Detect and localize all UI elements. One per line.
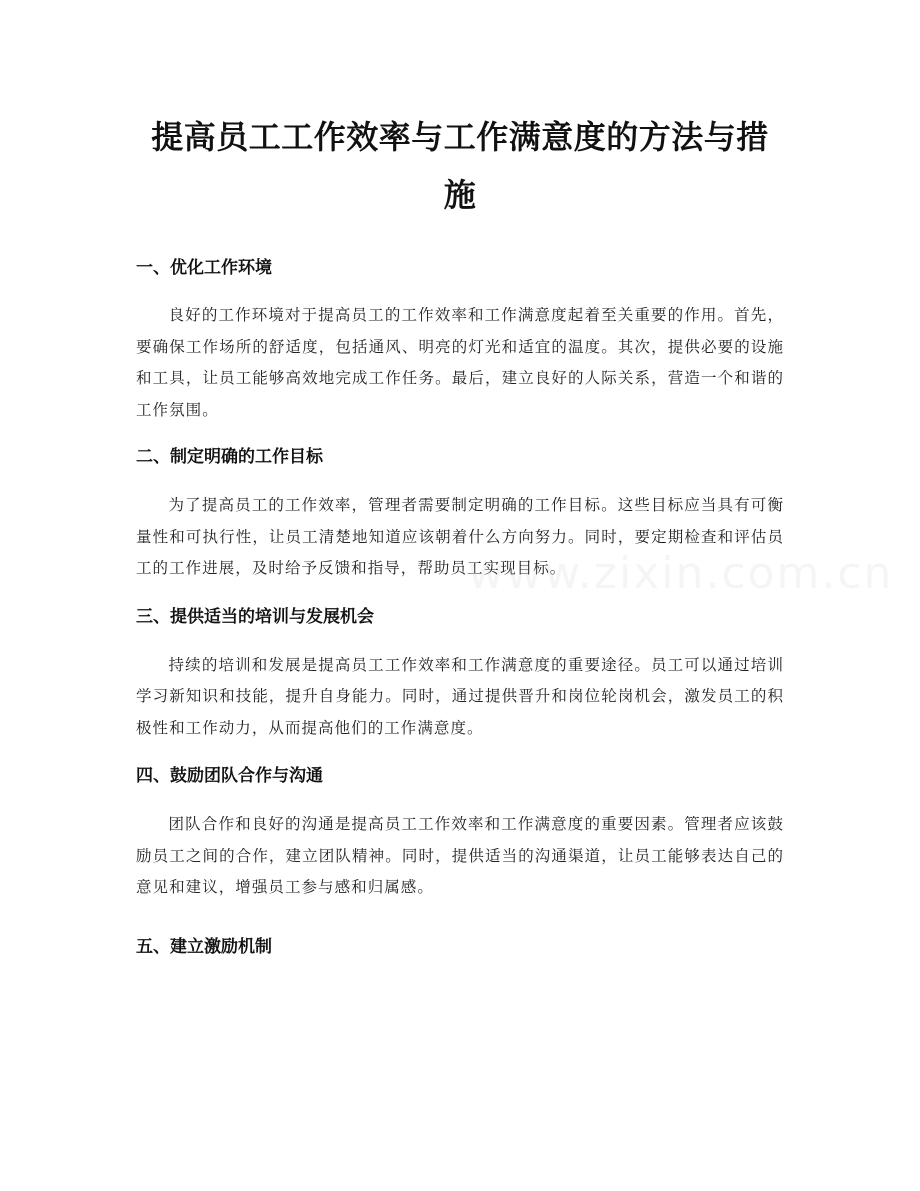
section-heading: 五、建立激励机制 [136, 936, 272, 957]
section-clear-goals [136, 445, 784, 585]
section-heading: 二、制定明确的工作目标 [136, 447, 323, 467]
section-optimize-environment [136, 256, 784, 426]
section-paragraph: 良好的工作环境对于提高员工的工作效率和工作满意度起着至关重要的作用。首先，要确保工作场所的舒适度，包括通风、明亮的灯光和适宜的温度。其次，提供必要的设施和工具，让员工能够高效地完成工作任务。最后，建立良好的人际关系，营造一个和谐的工作氛围。 [136, 306, 784, 419]
section-heading: 三、提供适当的培训与发展机会 [136, 606, 374, 627]
section-heading: 一、优化工作环境 [136, 258, 272, 278]
section-teamwork-communication [136, 764, 784, 904]
section-incentive-mechanism [136, 935, 784, 959]
section-paragraph: 为了提高员工的工作效率，管理者需要制定明确的工作目标。这些目标应当具有可衡量性和可执行性，让员工清楚地知道应该朝着什么方向努力。同时，要定期检查和评估员工的工作进展，及时给予反馈和指导，帮助员工实现目标。 [136, 496, 784, 577]
section-training-development [136, 605, 784, 745]
watermark: www.zixin.com.cn [468, 548, 894, 599]
section-heading: 四、鼓励团队合作与沟通 [136, 766, 323, 786]
section-paragraph: 团队合作和良好的沟通是提高员工工作效率和工作满意度的重要因素。管理者应该鼓励员工之间的合作，建立团队精神。同时，提供适当的沟通渠道，让员工能够表达自己的意见和建议，增强员工参与感和归属感。 [136, 815, 784, 896]
document-title: 提高员工工作效率与工作满意度的方法与措施 [151, 118, 769, 214]
section-paragraph: 持续的培训和发展是提高员工工作效率和工作满意度的重要途径。员工可以通过培训学习新知识和技能，提升自身能力。同时，通过提供晋升和岗位轮岗机会，激发员工的积极性和工作动力，从而提高他们的工作满意度。 [136, 655, 784, 737]
